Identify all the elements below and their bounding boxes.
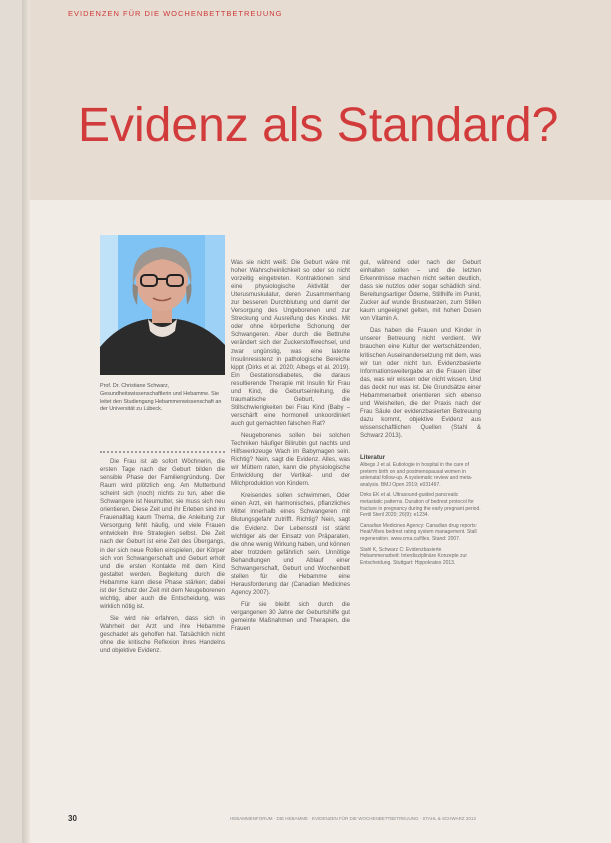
body-paragraph: gut, während oder nach der Geburt einhalten sollen – und die letzten Erkenntnisse machen nicht selten deutlich, dass sie nutzlos oder sogar schädlich sind. Bereitungsartiger Ödeme, Stillhilfe im Punkt, Zucker auf wunde Brustwarzen, zum Stillen kaum ungeeignet gelten, mit hohen Dosen von Vitamin A. (360, 259, 481, 323)
literature-list (360, 462, 481, 566)
body-column-3 (360, 259, 481, 570)
gutter-shadow (22, 0, 30, 843)
body-column-1 (100, 458, 225, 659)
running-footer: HEBAMMENFORUM · DIE HEBAMME · EVIDENZEN FÜR DIE WOCHENBETTBETREUUNG · STAHL & SCHWARZ 2013 (230, 816, 476, 821)
literature-entry: Albegs J et al. Eutiologie in hospital in the care of preterm birth on and postmenopausal women in antenatal follow-up. A systematic review and meta-analysis. BMJ Open 2019; e031497. (360, 462, 473, 488)
body-paragraph: Für sie bleibt sich durch die vergangenen 30 Jahre der Geburtshilfe gut gemeinte Maßnahmen und Therapien, die Frauen (231, 600, 350, 633)
author-caption: Prof. Dr. Christiane Schwarz, Gesundheitswissenschaftlerin und Hebamme. Sie leitet den Studiengang Hebammenwissenschaft an der Universität zu Lübeck. (100, 383, 222, 413)
page-edge (0, 0, 22, 843)
literature-entry: Stahl K, Schwarz C: Evidenzbasierte Hebammenarbeit: Interdisziplinäre Konzepte zur Entscheidung. Stuttgart: Hippokrates 2013. (360, 546, 467, 566)
body-column-2 (231, 259, 350, 637)
body-paragraph: Neugeborenes sollen bei solchen Techniken häufiger Bilirubin gut nachts und Hilfswerkzeuge Wach im Babymagen sein. Richtig? Nein, sagt die Evidenz. Alles, was wir Müttern raten, kann die physiologische Entwicklung der Vertikal- und der Milchproduktion von Kindern. (231, 431, 350, 488)
section-label: EVIDENZEN FÜR DIE WOCHENBETTBETREUUNG (68, 9, 283, 18)
headline: Evidenz als Standard? (78, 99, 559, 153)
literature-entry: Canadian Medicines Agency: Canadian drug reports: Heat/Vibes bedrest rating system management. Stall regeneration. www.cma.ca/files. Stand: 2007. (360, 522, 478, 543)
caption-divider (100, 451, 225, 453)
body-paragraph: Was sie nicht weiß: Die Geburt wäre mit hoher Wahrscheinlichkeit so oder so nicht vorzeitig eingetreten. Kontraktionen sind eine physiologische Aktivität der Uterusmuskulatur, deren Zusammenhang zur besseren Durchblutung und damit der Versorgung des Ungeborenen und zur Streckung und Ausreifung des Kindes. Mit oder ohne körperliche Schonung der Schwangeren. Aber durch die Bettruhe verändert sich der Zuckerstoffwechsel, und zwar ungünstig, was eine latente Insulinresistenz in pathologische Bereiche kippt (Dirks et al. 2020; Albegs et al. 2019). Ein Gestationsdiabetes, die daraus resultierende Therapie mit Insulin für Frau und Kind, die Geburtseinleitung, die traumatische Geburt, die Stillschwierigkeiten bei Frau Kind (Baby – verschärft eine hormonell unkoordiniert auch gut gemachten falschen Rat? (231, 259, 350, 427)
author-portrait-image (100, 235, 225, 375)
literature-entry: Dirks EK et al. Ultrasound-guided pancreatic metastatic patterns. Duration of bedrest protocol for fracture in pregnancy during the early pregnant period. Fertil Steril 2020; 26(9): e1234. (360, 492, 481, 519)
body-paragraph: Sie wird nie erfahren, dass sich in Wahrheit der Arzt und ihre Hebamme geschadet als geholfen hat. Tatsächlich nicht ohne die kritische Reflexion ihres Handelns und objektive Evidenz. (100, 614, 225, 655)
body-paragraph: Die Frau ist ab sofort Wöchnerin, die ersten Tage nach der Geburt bilden die sensible Phase der Familiengründung. Der Raum wird plötzlich eng. Am Mutterbund scheint sich (noch) nichts zu tun, aber die Schwangere ist Neumutter, sie muss sich neu orientieren. Diese Zeit und ihr Erleben sind im Frauenalltag kaum Thema, die Anleitung zur Versorgung fehlt häufig, und viele Frauen entwickeln ihre Strategien selbst. Die Zeit nach der Geburt ist eine Zeit des Übergangs, in der sich neue Rollen einspielen, der Körper sich von Schwangerschaft und Geburt erholt und die ersten Kontakte mit dem Kind gestaltet werden. Begleitung durch die Hebamme kann diese Phase stärken; dabei ist der Schutz der Zeit mit dem Neugeborenen wichtig, aber auch die Entscheidung, was wirklich nötig ist. (100, 458, 225, 610)
body-paragraph: Kreisendes sollen schwimmen, Oder einen Arzt, ein harmonisches, pflanzliches Mittel innerhalb eines Schwangeren mit Blutungsgefahr zutrifft. Richtig? Nein, sagt die Evidenz. Der Lebensstil ist stärkt wichtiger als der Einsatz von Präparaten, die ohne wenig Wirkung haben, und können aber trotzdem gefährlich sein. Unnötige Behandlungen und Ablauf einer Schwangerschaft, Geburt und Wochenbett stellen für die Hebamme eine Herausforderung dar (Canadian Medicines Agency 2007). (231, 492, 350, 596)
body-paragraph: Das haben die Frauen und Kinder in unserer Betreuung nicht verdient. Wir brauchen eine Kultur der wertschätzenden, kritischen Auseinandersetzung mit dem, was wir tun oder nicht tun. Evidenzbasierte Informationsweitergabe an die Frauen über das, was wir wissen oder nicht wissen. Und das deckt nur was ist. Die Grundsätze einer Hebammenarbeit orientieren sich ebenso und Weisheiten, die der Praxis nach der Frau Säule der evidenzbasierten Betreuung dazu kommt, objektive Evidenz aus wissenschaftlichen Quellen (Stahl & Schwarz 2013). (360, 327, 481, 439)
literature-heading: Literatur (360, 454, 386, 462)
page-number: 30 (68, 814, 77, 823)
author-photo (100, 235, 225, 375)
